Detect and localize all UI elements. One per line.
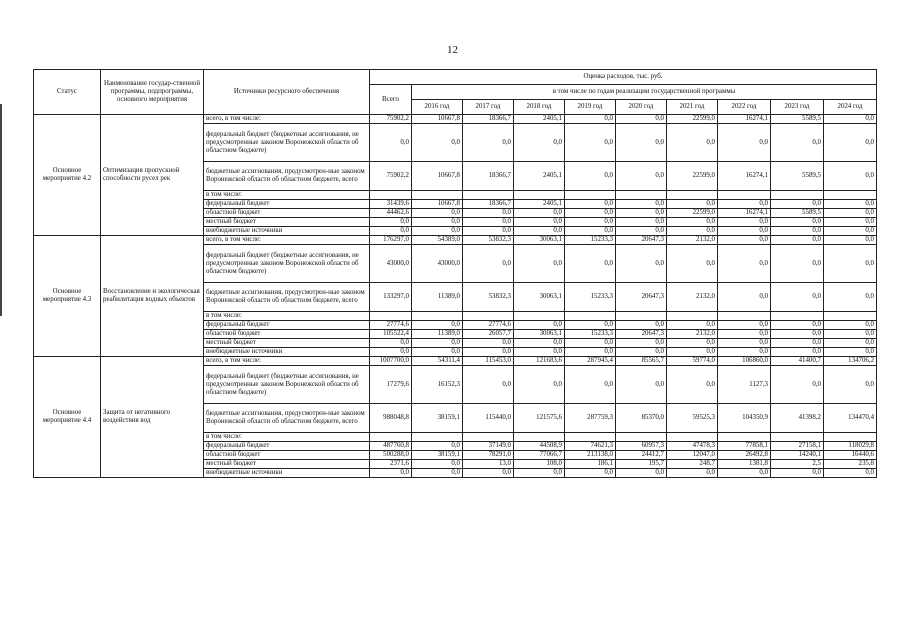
year-value: 0,0	[514, 245, 565, 283]
source-label: областной бюджет	[204, 209, 370, 218]
year-value	[667, 433, 718, 442]
year-value: 60957,3	[616, 442, 667, 451]
year-value: 0,0	[771, 348, 824, 357]
source-label: федеральный бюджет	[204, 442, 370, 451]
year-value: 20647,3	[616, 330, 667, 339]
year-value: 0,0	[412, 321, 463, 330]
year-value: 26492,8	[718, 451, 771, 460]
source-label: всего, в том числе:	[204, 357, 370, 366]
year-value: 0,0	[565, 124, 616, 162]
source-label: в том числе:	[204, 312, 370, 321]
source-label: всего, в том числе:	[204, 115, 370, 124]
year-value: 0,0	[667, 124, 718, 162]
year-value: 0,0	[412, 124, 463, 162]
year-value: 0,0	[616, 245, 667, 283]
header-year: 2017 год	[463, 100, 514, 115]
year-value: 54389,0	[412, 236, 463, 245]
year-value: 43000,0	[412, 245, 463, 283]
year-value: 11389,0	[412, 330, 463, 339]
source-label: в том числе:	[204, 191, 370, 200]
header-year: 2018 год	[514, 100, 565, 115]
year-value: 2405,1	[514, 115, 565, 124]
year-value	[514, 312, 565, 321]
year-value: 0,0	[463, 469, 514, 478]
year-value: 26057,7	[463, 330, 514, 339]
year-value: 41398,2	[771, 404, 824, 433]
source-label: всего, в том числе:	[204, 236, 370, 245]
year-value: 16274,1	[718, 209, 771, 218]
year-value: 16274,1	[718, 162, 771, 191]
year-value: 0,0	[718, 218, 771, 227]
year-value: 0,0	[616, 469, 667, 478]
year-value: 77858,1	[718, 442, 771, 451]
year-value: 2,5	[771, 460, 824, 469]
year-value: 0,0	[824, 321, 877, 330]
year-value	[514, 191, 565, 200]
year-value: 287759,3	[565, 404, 616, 433]
year-value	[718, 433, 771, 442]
total-value: 44462,6	[370, 209, 412, 218]
year-value: 0,0	[565, 245, 616, 283]
year-value: 77066,7	[514, 451, 565, 460]
header-status: Статус	[34, 70, 101, 115]
year-value: 0,0	[412, 348, 463, 357]
year-value: 0,0	[824, 236, 877, 245]
year-value: 0,0	[718, 330, 771, 339]
year-value: 0,0	[616, 162, 667, 191]
year-value: 2405,1	[514, 162, 565, 191]
header-year: 2020 год	[616, 100, 667, 115]
year-value: 18366,7	[463, 115, 514, 124]
table-row	[34, 115, 877, 124]
year-value: 0,0	[565, 366, 616, 404]
source-label: в том числе:	[204, 433, 370, 442]
total-value: 17279,6	[370, 366, 412, 404]
year-value: 0,0	[667, 469, 718, 478]
binding-margin-line	[0, 104, 2, 316]
total-value: 31439,6	[370, 200, 412, 209]
source-label: федеральный бюджет	[204, 200, 370, 209]
year-value: 16152,3	[412, 366, 463, 404]
section-status: Основное мероприятие 4.3	[34, 236, 101, 357]
year-value: 53832,3	[463, 236, 514, 245]
year-value: 44508,9	[514, 442, 565, 451]
year-value: 18366,7	[463, 162, 514, 191]
year-value: 0,0	[718, 200, 771, 209]
total-value: 500288,0	[370, 451, 412, 460]
year-value: 0,0	[616, 124, 667, 162]
source-label: федеральный бюджет	[204, 321, 370, 330]
year-value: 54311,4	[412, 357, 463, 366]
year-value	[824, 312, 877, 321]
year-value: 2132,0	[667, 236, 718, 245]
header-sources: Источники ресурсного обеспечения	[204, 70, 370, 115]
year-value: 0,0	[718, 124, 771, 162]
year-value: 74621,3	[565, 442, 616, 451]
year-value: 0,0	[514, 124, 565, 162]
section-name: Защита от негативного воздействия вод	[101, 357, 204, 478]
header-year: 2019 год	[565, 100, 616, 115]
year-value: 0,0	[412, 460, 463, 469]
year-value: 0,0	[463, 227, 514, 236]
year-value	[824, 191, 877, 200]
year-value: 0,0	[824, 200, 877, 209]
budget-table	[33, 69, 877, 478]
year-value: 0,0	[616, 321, 667, 330]
year-value: 78291,0	[463, 451, 514, 460]
year-value	[667, 191, 718, 200]
year-value: 134706,2	[824, 357, 877, 366]
year-value: 24412,7	[616, 451, 667, 460]
year-value: 0,0	[514, 227, 565, 236]
year-value: 0,0	[616, 339, 667, 348]
section-name: Оптимизация пропускной способности русел рек	[101, 115, 204, 236]
year-value: 16440,6	[824, 451, 877, 460]
year-value: 10667,8	[412, 162, 463, 191]
source-label: областной бюджет	[204, 330, 370, 339]
year-value: 10667,8	[412, 115, 463, 124]
year-value: 59774,0	[667, 357, 718, 366]
year-value: 85565,7	[616, 357, 667, 366]
year-value: 22599,0	[667, 162, 718, 191]
year-value: 0,0	[565, 321, 616, 330]
source-label: федеральный бюджет (бюджетные ассигнования, не предусмотренные законом Воронежской области об областном бюджете)	[204, 366, 370, 404]
year-value: 0,0	[565, 339, 616, 348]
year-value: 0,0	[412, 218, 463, 227]
year-value: 248,7	[667, 460, 718, 469]
year-value: 0,0	[565, 469, 616, 478]
year-value: 0,0	[514, 366, 565, 404]
year-value: 0,0	[463, 348, 514, 357]
year-value: 0,0	[771, 469, 824, 478]
year-value	[718, 312, 771, 321]
year-value: 0,0	[771, 330, 824, 339]
source-label: местный бюджет	[204, 460, 370, 469]
year-value: 0,0	[412, 469, 463, 478]
year-value: 0,0	[667, 200, 718, 209]
year-value	[463, 312, 514, 321]
year-value: 2132,0	[667, 283, 718, 312]
year-value: 0,0	[565, 162, 616, 191]
year-value	[667, 312, 718, 321]
year-value: 0,0	[514, 339, 565, 348]
total-value: 1007700,0	[370, 357, 412, 366]
total-value	[370, 312, 412, 321]
year-value	[412, 312, 463, 321]
year-value: 0,0	[514, 348, 565, 357]
header-program-name: Наименование государ-ственной программы, подпрограммы, основного мероприятия	[101, 70, 204, 115]
year-value	[463, 433, 514, 442]
source-label: внебюджетные источники	[204, 348, 370, 357]
table-row	[34, 236, 877, 245]
year-value: 0,0	[463, 339, 514, 348]
year-value: 0,0	[616, 115, 667, 124]
year-value: 0,0	[667, 348, 718, 357]
year-value	[616, 433, 667, 442]
year-value: 0,0	[771, 200, 824, 209]
year-value: 0,0	[412, 442, 463, 451]
page-number: 12	[447, 44, 458, 56]
year-value: 0,0	[565, 348, 616, 357]
year-value: 15233,3	[565, 283, 616, 312]
year-value: 115440,0	[463, 404, 514, 433]
year-value: 0,0	[514, 209, 565, 218]
total-value: 0,0	[370, 469, 412, 478]
year-value	[771, 312, 824, 321]
year-value: 104350,9	[718, 404, 771, 433]
year-value: 5589,5	[771, 115, 824, 124]
year-value: 0,0	[463, 245, 514, 283]
year-value: 0,0	[771, 366, 824, 404]
year-value: 16274,1	[718, 115, 771, 124]
year-value: 0,0	[771, 218, 824, 227]
year-value: 121683,6	[514, 357, 565, 366]
year-value: 0,0	[718, 339, 771, 348]
year-value: 0,0	[771, 339, 824, 348]
year-value: 0,0	[412, 339, 463, 348]
year-value: 0,0	[824, 227, 877, 236]
year-value	[616, 191, 667, 200]
header-estimate: Оценка расходов, тыс. руб.	[370, 70, 877, 85]
year-value	[565, 312, 616, 321]
year-value: 0,0	[771, 124, 824, 162]
year-value: 0,0	[463, 366, 514, 404]
year-value: 14240,1	[771, 451, 824, 460]
source-label: бюджетные ассигнования, предусмотрен-ные законом Воронежской области об областном бюджете, всего	[204, 283, 370, 312]
total-value: 27774,6	[370, 321, 412, 330]
year-value: 0,0	[463, 218, 514, 227]
year-value: 118029,8	[824, 442, 877, 451]
year-value	[616, 312, 667, 321]
year-value: 0,0	[667, 366, 718, 404]
source-label: бюджетные ассигнования, предусмотрен-ные законом Воронежской области об областном бюджете, всего	[204, 162, 370, 191]
year-value: 0,0	[463, 124, 514, 162]
total-value: 75902,2	[370, 162, 412, 191]
year-value: 13,0	[463, 460, 514, 469]
source-label: федеральный бюджет (бюджетные ассигнования, не предусмотренные законом Воронежской области об областном бюджете)	[204, 124, 370, 162]
year-value	[463, 191, 514, 200]
header-by-years: в том числе по годам реализации государственной программы	[412, 85, 877, 100]
year-value: 235,8	[824, 460, 877, 469]
total-value: 0,0	[370, 227, 412, 236]
year-value: 0,0	[565, 200, 616, 209]
year-value: 18366,7	[463, 200, 514, 209]
year-value: 0,0	[616, 366, 667, 404]
total-value: 75902,2	[370, 115, 412, 124]
total-value: 988048,8	[370, 404, 412, 433]
header-year: 2016 год	[412, 100, 463, 115]
year-value: 0,0	[616, 209, 667, 218]
year-value: 0,0	[718, 236, 771, 245]
year-value	[771, 433, 824, 442]
year-value: 0,0	[565, 227, 616, 236]
year-value: 5589,5	[771, 209, 824, 218]
year-value: 0,0	[667, 218, 718, 227]
year-value: 115453,0	[463, 357, 514, 366]
total-value: 105522,4	[370, 330, 412, 339]
total-value	[370, 191, 412, 200]
header-year: 2021 год	[667, 100, 718, 115]
year-value: 15233,3	[565, 236, 616, 245]
total-value: 2371,6	[370, 460, 412, 469]
year-value: 85370,0	[616, 404, 667, 433]
year-value: 121575,6	[514, 404, 565, 433]
year-value	[565, 433, 616, 442]
total-value: 0,0	[370, 218, 412, 227]
year-value: 0,0	[667, 227, 718, 236]
year-value	[412, 191, 463, 200]
year-value: 1381,8	[718, 460, 771, 469]
year-value: 0,0	[616, 348, 667, 357]
year-value: 134470,4	[824, 404, 877, 433]
year-value: 0,0	[824, 218, 877, 227]
year-value: 0,0	[771, 236, 824, 245]
year-value: 59525,3	[667, 404, 718, 433]
year-value: 186,1	[565, 460, 616, 469]
year-value: 15233,3	[565, 330, 616, 339]
year-value: 0,0	[565, 209, 616, 218]
year-value: 41400,7	[771, 357, 824, 366]
year-value: 12047,0	[667, 451, 718, 460]
year-value: 0,0	[718, 321, 771, 330]
year-value: 0,0	[463, 209, 514, 218]
year-value: 27774,6	[463, 321, 514, 330]
year-value: 0,0	[824, 245, 877, 283]
year-value: 0,0	[718, 227, 771, 236]
header-total: Всего	[370, 85, 412, 115]
year-value: 0,0	[718, 245, 771, 283]
year-value: 0,0	[616, 218, 667, 227]
source-label: внебюджетные источники	[204, 227, 370, 236]
year-value: 5589,5	[771, 162, 824, 191]
year-value: 37149,0	[463, 442, 514, 451]
year-value: 0,0	[771, 245, 824, 283]
year-value: 0,0	[667, 339, 718, 348]
year-value: 0,0	[771, 227, 824, 236]
section-status: Основное мероприятие 4.2	[34, 115, 101, 236]
source-label: местный бюджет	[204, 218, 370, 227]
section-name: Восстановление и экологическая реабилитация водных объектов	[101, 236, 204, 357]
header-year: 2024 год	[824, 100, 877, 115]
year-value: 0,0	[412, 227, 463, 236]
year-value: 53832,3	[463, 283, 514, 312]
year-value: 47478,3	[667, 442, 718, 451]
year-value	[824, 433, 877, 442]
year-value: 10667,8	[412, 200, 463, 209]
year-value: 0,0	[824, 348, 877, 357]
total-value: 0,0	[370, 348, 412, 357]
total-value	[370, 433, 412, 442]
year-value: 0,0	[718, 348, 771, 357]
year-value: 38159,1	[412, 404, 463, 433]
year-value	[514, 433, 565, 442]
source-label: федеральный бюджет (бюджетные ассигнования, не предусмотренные законом Воронежской области об областном бюджете)	[204, 245, 370, 283]
year-value	[565, 191, 616, 200]
header-year: 2023 год	[771, 100, 824, 115]
year-value: 2405,1	[514, 200, 565, 209]
year-value: 0,0	[616, 200, 667, 209]
table-row	[34, 357, 877, 366]
source-label: внебюджетные источники	[204, 469, 370, 478]
year-value: 0,0	[771, 283, 824, 312]
total-value: 0,0	[370, 339, 412, 348]
year-value: 0,0	[824, 124, 877, 162]
total-value: 176297,0	[370, 236, 412, 245]
year-value: 0,0	[718, 469, 771, 478]
year-value: 0,0	[824, 330, 877, 339]
year-value: 30063,1	[514, 330, 565, 339]
year-value: 0,0	[824, 162, 877, 191]
source-label: местный бюджет	[204, 339, 370, 348]
year-value: 0,0	[616, 227, 667, 236]
year-value: 0,0	[824, 469, 877, 478]
year-value: 20647,3	[616, 236, 667, 245]
year-value: 0,0	[565, 115, 616, 124]
year-value: 38159,1	[412, 451, 463, 460]
year-value: 0,0	[718, 283, 771, 312]
total-value: 0,0	[370, 124, 412, 162]
year-value: 0,0	[412, 209, 463, 218]
year-value: 0,0	[824, 339, 877, 348]
year-value: 0,0	[824, 283, 877, 312]
header-year: 2022 год	[718, 100, 771, 115]
year-value: 0,0	[824, 366, 877, 404]
year-value: 108,0	[514, 460, 565, 469]
year-value: 1127,3	[718, 366, 771, 404]
year-value: 0,0	[824, 115, 877, 124]
year-value: 22599,0	[667, 115, 718, 124]
year-value: 22599,0	[667, 209, 718, 218]
total-value: 487760,8	[370, 442, 412, 451]
source-label: бюджетные ассигнования, предусмотрен-ные законом Воронежской области об областном бюджете, всего	[204, 404, 370, 433]
year-value: 0,0	[565, 218, 616, 227]
year-value: 0,0	[667, 321, 718, 330]
year-value	[412, 433, 463, 442]
year-value: 0,0	[824, 209, 877, 218]
year-value: 213138,0	[565, 451, 616, 460]
year-value: 0,0	[514, 469, 565, 478]
year-value: 106860,0	[718, 357, 771, 366]
year-value: 0,0	[667, 245, 718, 283]
year-value: 0,0	[514, 218, 565, 227]
year-value: 2132,0	[667, 330, 718, 339]
year-value: 30063,1	[514, 283, 565, 312]
year-value: 0,0	[771, 321, 824, 330]
year-value: 287945,4	[565, 357, 616, 366]
year-value: 27158,1	[771, 442, 824, 451]
section-status: Основное мероприятие 4.4	[34, 357, 101, 478]
year-value	[718, 191, 771, 200]
year-value: 11389,0	[412, 283, 463, 312]
year-value	[771, 191, 824, 200]
total-value: 43000,0	[370, 245, 412, 283]
year-value: 0,0	[514, 321, 565, 330]
year-value: 30063,1	[514, 236, 565, 245]
year-value: 195,7	[616, 460, 667, 469]
total-value: 133297,0	[370, 283, 412, 312]
year-value: 20647,3	[616, 283, 667, 312]
source-label: областной бюджет	[204, 451, 370, 460]
